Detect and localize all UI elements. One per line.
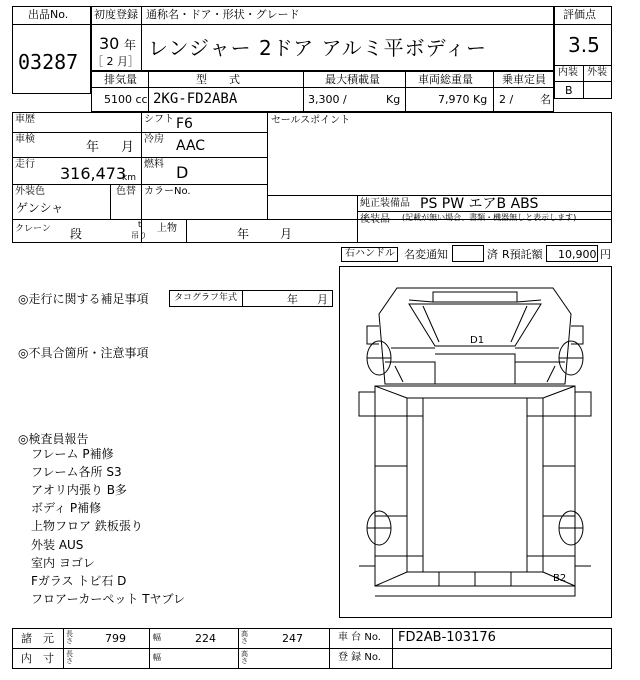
crane-label: クレーン: [15, 224, 51, 234]
history-label: 車歴: [15, 114, 35, 125]
rhd-label: 右ハンドル: [345, 248, 395, 259]
first-registration-month: ［ 2 月］: [92, 55, 139, 68]
divider: [12, 648, 612, 649]
color-change-label: 色替: [116, 186, 136, 197]
width-label: 幅: [153, 633, 161, 642]
length-value: 799: [105, 632, 126, 645]
grade-value: 3.5: [568, 33, 600, 57]
list-item: フロアーカーペット Tヤブレ: [31, 592, 186, 606]
gross-weight-label: 車両総重量: [418, 73, 473, 86]
divider: [12, 184, 267, 185]
fuel-value: D: [176, 163, 189, 182]
crane-steps: 段: [70, 227, 83, 241]
displacement-label: 排気量: [104, 73, 137, 86]
chassis-value: FD2AB-103176: [398, 630, 496, 645]
divider: [110, 184, 111, 219]
capacity-value: 2 /: [499, 93, 514, 106]
model-label: 通称名・ドア・形状・グレード: [146, 8, 300, 21]
list-item: 上物フロア 鉄板張り: [31, 519, 143, 533]
interior-grade-label: 内装: [558, 67, 578, 78]
tachograph-year: 年: [287, 293, 298, 306]
height-label: 高さ: [241, 630, 248, 645]
type-label: 型 式: [196, 73, 240, 86]
divider: [405, 71, 406, 112]
inspection-month: 月: [121, 140, 135, 155]
recycle-label: 済: [487, 248, 498, 261]
exterior-grade-label: 外装: [587, 67, 607, 78]
name-change-label: 名変通知: [404, 248, 448, 261]
interior-grade: B: [565, 84, 573, 97]
color-code-label: カラーNo.: [144, 186, 191, 197]
year-unit: 年: [124, 38, 137, 52]
list-item: フレーム各所 S3: [31, 465, 122, 479]
lot-number-label: 出品No.: [28, 8, 69, 21]
driving-notes-heading: ◎走行に関する補足事項: [18, 292, 149, 306]
registration-no-label: 登 録 No.: [338, 652, 381, 663]
divider: [303, 71, 304, 112]
sales-point-label: セールスポイント: [271, 115, 351, 126]
boarding-year: 年: [237, 227, 250, 241]
shift-value: F6: [176, 116, 193, 132]
equipment-value: PS PW エアB ABS: [420, 196, 539, 212]
length-label: 長さ: [66, 630, 73, 645]
mileage-unit: km: [122, 173, 136, 183]
grade-label: 評価点: [563, 8, 596, 21]
max-load-label: 最大積載量: [325, 73, 380, 86]
crane-tons-label: 吊り: [131, 231, 147, 240]
capacity-label: 乗車定員: [502, 73, 546, 86]
fuel-label: 燃料: [144, 159, 164, 170]
mileage-value: 316,473: [60, 164, 127, 183]
mileage-label: 走行: [15, 159, 35, 170]
exterior-color-value: ゲンシャ: [16, 201, 64, 215]
divider: [238, 628, 239, 669]
divider: [186, 219, 187, 243]
capacity-unit: 名: [540, 93, 551, 106]
divider: [12, 132, 267, 133]
model-name: レンジャー 2ドア アルミ平ボディー: [148, 36, 488, 60]
divider: [149, 628, 150, 669]
list-item: ボディ P補修: [31, 501, 102, 515]
displacement-value: 5100 cc: [104, 93, 148, 106]
gross-weight-value: 7,970 Kg: [438, 93, 488, 106]
max-load-unit: Kg: [386, 93, 401, 106]
interior-width-label: 幅: [153, 653, 161, 662]
divider: [91, 24, 554, 25]
shift-label: シフト: [144, 114, 174, 125]
divider: [329, 628, 330, 669]
list-item: 室内 ヨゴレ: [31, 556, 95, 570]
inspection-year: 年: [86, 140, 100, 155]
first-registration-year: 30: [99, 34, 120, 53]
divider: [148, 71, 149, 112]
type-value: 2KG-FD2ABA: [153, 91, 238, 107]
interior-height-label: 高さ: [241, 650, 248, 665]
boarding-month: 月: [280, 227, 293, 241]
first-registration-label: 初度登録: [94, 8, 138, 21]
damage-mark-b2: B2: [553, 573, 567, 584]
boarding-label: 上物: [157, 223, 177, 234]
inspection-label: 車検: [15, 134, 35, 145]
name-change-box: [452, 245, 484, 262]
list-item: アオリ内張り B多: [31, 483, 127, 497]
yen-label: 円: [600, 248, 611, 261]
interior-length-label: 長さ: [66, 650, 73, 665]
inspector-report-heading: ◎検査員報告: [18, 432, 89, 446]
recycle-deposit-value: 10,900: [558, 248, 597, 261]
divider: [554, 24, 612, 25]
lot-number: 03287: [18, 50, 79, 74]
tachograph-month: 月: [317, 293, 328, 306]
ac-label: 冷房: [144, 134, 164, 145]
chassis-label: 車 台 No.: [338, 632, 381, 643]
equipment-label: 純正装備品: [360, 198, 410, 209]
list-item: フレーム P補修: [31, 447, 114, 461]
divider: [267, 112, 268, 219]
divider: [392, 628, 393, 669]
list-item: 外装 AUS: [31, 538, 84, 552]
aftermarket-note: (記載が無い場合、書類・機器無しと表示します): [402, 213, 577, 222]
divider: [12, 24, 91, 25]
width-value: 224: [195, 632, 216, 645]
max-load-value: 3,300 /: [308, 93, 347, 106]
divider: [242, 290, 243, 307]
ac-value: AAC: [176, 138, 206, 154]
recycle-deposit-label: R預託額: [502, 248, 543, 261]
divider: [141, 6, 142, 71]
tachograph-label: タコグラフ年式: [174, 293, 238, 303]
exterior-color-label: 外装色: [15, 186, 45, 197]
list-item: Fガラス トビ石 D: [31, 574, 127, 588]
divider: [493, 71, 494, 112]
divider: [12, 157, 267, 158]
defects-heading: ◎不具合箇所・注意事項: [18, 346, 149, 360]
damage-mark-d1: D1: [470, 335, 485, 346]
interior-dimensions-label: 内 寸: [21, 652, 54, 665]
divider: [91, 87, 554, 88]
crane-tons-unit: t: [138, 220, 142, 229]
height-value: 247: [282, 632, 303, 645]
truck-outline-diagram: [339, 266, 612, 618]
divider: [583, 65, 584, 99]
aftermarket-label: 後装品: [360, 214, 390, 225]
dimensions-label: 諸 元: [21, 632, 54, 645]
divider: [63, 628, 64, 669]
